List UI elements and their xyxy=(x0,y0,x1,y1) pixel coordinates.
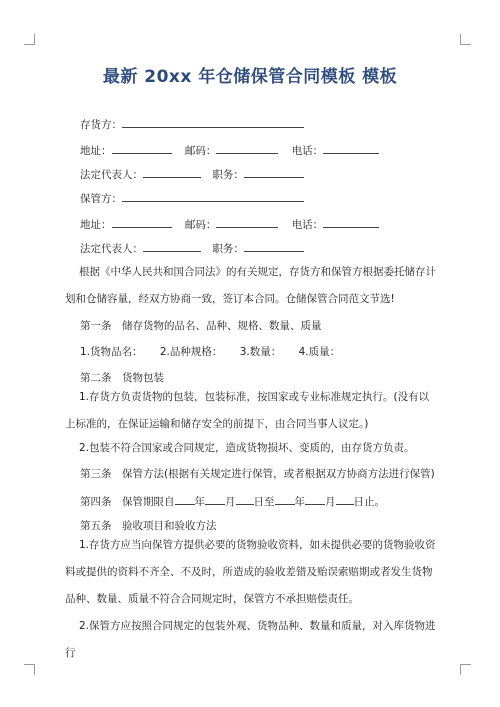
postcode-label: 邮码： xyxy=(184,145,217,157)
start-year-label: 年 xyxy=(194,496,205,508)
inspection-paragraph-1: 1.存货方应当向保管方提供必要的货物验收资料，如未提供必要的货物验收资料或提供的资料不齐全、不及时，所造成的验收差错及贻误索赔期或者发生货物品种、数量、质量不符合合同规定时，保管方不承担赔偿责任。 xyxy=(65,539,436,605)
keeper-label: 保管方： xyxy=(80,193,122,205)
postcode-blank xyxy=(216,216,278,228)
depositor-blank xyxy=(122,116,304,128)
article-3-heading: 第三条 保管方法(根据有关规定进行保管，或者根据双方协商方法进行保管) xyxy=(80,468,435,480)
article-4-suffix: 日止。 xyxy=(353,496,385,508)
end-year-blank xyxy=(275,493,295,505)
phone-label: 电话： xyxy=(291,219,324,231)
keeper-line xyxy=(80,190,304,206)
start-year-blank xyxy=(175,493,195,505)
phone-blank xyxy=(323,142,379,154)
article-2-heading: 第二条 货物包装 xyxy=(80,372,164,384)
end-day-blank xyxy=(336,493,354,505)
crop-mark-bottom-left xyxy=(24,664,35,675)
goods-name-label: 1.货物品名： xyxy=(80,346,143,358)
legal-rep-label: 法定代表人： xyxy=(80,243,143,255)
article-4-line xyxy=(80,493,385,509)
crop-mark-top-right xyxy=(460,34,471,45)
article-1-heading: 第一条 储存货物的品名、品种、规格、数量、质量 xyxy=(80,320,322,332)
crop-mark-top-left xyxy=(24,34,35,45)
crop-mark-bottom-right xyxy=(460,664,471,675)
keeper-contact-line xyxy=(80,216,379,232)
legal-rep-blank xyxy=(143,166,201,178)
intro-paragraph: 根据《中华人民共和国合同法》的有关规定，存货方和保管方根据委托储存计划和仓储容量，经双方协商一致，签订本合同。仓储保管合同范文节选! xyxy=(65,266,436,305)
goods-quality-label: 4.质量： xyxy=(298,346,341,358)
postcode-blank xyxy=(216,142,278,154)
end-month-label: 月 xyxy=(325,496,336,508)
legal-rep-label: 法定代表人： xyxy=(80,169,143,181)
packaging-paragraph-2: 2.包装不符合国家或合同规定，造成货物损坏、变质的，由存货方负责。 xyxy=(79,442,415,454)
position-blank xyxy=(244,240,304,252)
article-4-prefix: 第四条 保管期限自 xyxy=(80,496,175,508)
goods-items-line xyxy=(80,345,340,359)
goods-quantity-label: 3.数量： xyxy=(239,346,282,358)
address-label: 地址： xyxy=(80,219,112,231)
article-5-heading: 第五条 验收项目和验收方法 xyxy=(80,520,217,532)
packaging-paragraph-1: 1.存货方负责货物的包装，包装标准，按国家或专业标准规定执行。(没有以上标准的，在保证运输和储存安全的前提下，由合同当事人议定。) xyxy=(65,391,430,430)
address-label: 地址： xyxy=(80,145,112,157)
depositor-contact-line xyxy=(80,142,379,158)
address-blank xyxy=(112,142,172,154)
keeper-blank xyxy=(122,190,304,202)
end-month-blank xyxy=(305,493,325,505)
start-day-blank xyxy=(236,493,254,505)
position-label: 职务： xyxy=(212,169,244,181)
phone-label: 电话： xyxy=(291,145,324,157)
position-label: 职务： xyxy=(212,243,244,255)
start-month-blank xyxy=(205,493,225,505)
phone-blank xyxy=(323,216,379,228)
position-blank xyxy=(244,166,304,178)
keeper-rep-line xyxy=(80,240,304,256)
inspection-paragraph-2: 2.保管方应按照合同规定的包装外观、货物品种、数量和质量，对入库货物进行 xyxy=(65,620,436,659)
postcode-label: 邮码： xyxy=(184,219,217,231)
depositor-label: 存货方： xyxy=(80,119,122,131)
date-to-label: 日至 xyxy=(253,496,275,508)
depositor-rep-line xyxy=(80,166,304,182)
address-blank xyxy=(112,216,172,228)
start-month-label: 月 xyxy=(225,496,236,508)
legal-rep-blank xyxy=(143,240,201,252)
goods-spec-label: 2.品种规格： xyxy=(159,346,223,358)
document-title: 最新 20xx 年仓储保管合同模板 模板 xyxy=(102,67,398,87)
depositor-line xyxy=(80,116,304,132)
end-year-label: 年 xyxy=(294,496,305,508)
